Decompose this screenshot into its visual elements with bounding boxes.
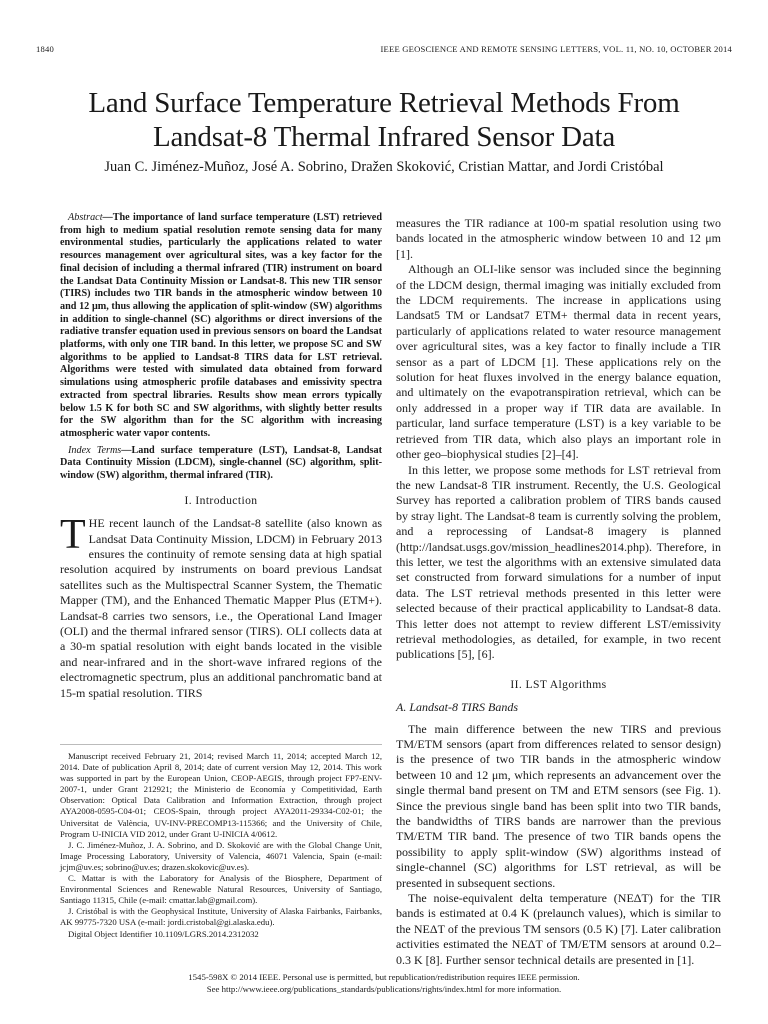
section-heading-introduction: I. Introduction	[184, 493, 258, 507]
footnote-affiliation-2: C. Mattar is with the Laboratory for Analysis of the Biosphere, Department of Environmental Sciences and Renewable Natural Resources, University of Santiago, Santiago 11315, Chile (e-mail: cmattar.lab@gmail.com).	[60, 873, 382, 906]
right-paragraph-5: The noise-equivalent delta temperature (NEΔT) for the TIR bands is estimated at 0.4 K (prelaunch values), which is similar to the NEΔT of the previous TM sensors (0.5 K) [7]. Later calibration activities estimated the NEΔT of TM/ETM sensors at around 0.2–0.3 K [8]. Further sensor technical details are presented in [1].	[396, 891, 721, 967]
footnote-doi: Digital Object Identifier 10.1109/LGRS.2014.2312032	[68, 928, 259, 939]
running-header	[36, 44, 732, 58]
title-line-2: Landsat-8 Thermal Infrared Sensor Data	[152, 121, 616, 153]
right-column	[396, 216, 721, 968]
paper-title	[20, 86, 748, 154]
right-paragraph-4: The main difference between the new TIRS and previous TM/ETM sensors (apart from differences related to sensor design) is the presence of two TIR bands in the atmospheric window between 10 and 12 μm, which represents an advancement over the single thermal band present on TM and ETM sensors (see Fig. 1). Since the previous single band has been split into two TIR bands, the bandwidths of TIRS bands are narrower than the previous TM/ETM TIR band. The presence of two TIR bands opens the possibility to apply split-window (SW) algorithms instead of single-channel (SC) algorithms for LST retrieval, as will be presented in subsequent sections.	[396, 721, 721, 890]
drop-cap: T	[60, 512, 86, 559]
abstract-label: Abstract	[68, 212, 103, 223]
author-list: Juan C. Jiménez-Muñoz, José A. Sobrino, Dražen Skoković, Cristian Mattar, and Jordi Cristóbal	[104, 159, 664, 175]
footnote-affiliation-3: J. Cristóbal is with the Geophysical Institute, University of Alaska Fairbanks, Fairbanks, AK 99775-7320 USA (e-mail: jordi.cristobal@gi.alaska.edu).	[60, 906, 382, 928]
left-column	[60, 212, 382, 701]
abstract	[60, 212, 382, 441]
title-line-1: Land Surface Temperature Retrieval Methods From	[88, 87, 680, 119]
footnote-manuscript: Manuscript received February 21, 2014; revised March 11, 2014; accepted March 12, 2014. Date of publication April 8, 2014; date of current version May 12, 2014. This work was supported in part by the European Union, CEOP-AEGIS, through project FP7-ENV-2007-1, under Grant 212921; the Ministerio de Economía y Competitividad, Earth Observation: Optical Data Calibration and Information Extraction, through project AYA2008-0595-C04-01; CEOS-Spain, through project AYA2011-29334-C02-01; the Universitat de València, UV-INV-PRECOMP13-115366; and the University of Chile, Program U-INICIA VID 2012, under Grant U-INICIA 4/0612.	[60, 751, 382, 839]
copyright-footer	[20, 972, 748, 995]
subsection-heading-tirs-bands: A. Landsat-8 TIRS Bands	[396, 700, 519, 715]
footnote-affiliation-1: J. C. Jiménez-Muñoz, J. A. Sobrino, and D. Skoković are with the Global Change Unit, Image Processing Laboratory, University of Valencia, 46071 Valencia, Spain (e-mail: jcjm@uv.es; sobrino@uv.es; drazen.skokovic@uv.es).	[60, 839, 382, 872]
section-heading-lst-algorithms: II. LST Algorithms	[510, 677, 607, 691]
index-terms-label: Index Terms	[68, 444, 122, 456]
right-paragraph-2: Although an OLI-like sensor was included since the beginning of the LDCM design, thermal imaging was initially excluded from the LDCM requirements. The increase in applications using Landsat5 TM or Landsat7 ETM+ thermal data in recent years, particularly of applications related to water resource management over agricultural sites, was a key factor to finally include a TIR sensor as a part of LDCM [1]. These applications rely on the solution for heat fluxes involved in the energy balance equation, and ultimately on the evapotranspiration retrieval, which can be only addressed in a proper way if TIR data are available. In particular, land surface temperature (LST) is a key variable to be retrieved from TIR data, which also plays an important role in other geo–biophysical studies [2]–[4].	[396, 262, 721, 462]
intro-text: HE recent launch of the Landsat-8 satellite (also known as Landsat Data Continuity Mission, LDCM) in February 2013 ensures the continuity of remote sensing data at high spatial resolution acquired by instruments on board previous Landsat satellites such as the Multispectral Scanner System, the Thematic Mapper (TM), and the Enhanced Thematic Mapper Plus (ETM+). Landsat-8 carries two sensors, i.e., the Operational Land Imager (OLI) and the thermal infrared sensor (TIRS). OLI collects data at a 30-m spatial resolution with eight bands located in the visible and near-infrared and in the short-wave infrared regions of the electromagnetic spectrum, plus an additional panchromatic band at 15-m spatial resolution. TIRS	[60, 516, 382, 700]
page-number: 1840	[36, 44, 54, 54]
footnote-divider	[60, 744, 382, 745]
footnotes	[60, 751, 382, 940]
index-terms	[60, 445, 382, 483]
index-terms-text: —Land surface temperature (LST), Landsat-8, Landsat Data Continuity Mission (LDCM), single-channel (SC) algorithm, split-window (SW) algorithm, thermal infrared (TIR).	[60, 444, 382, 482]
intro-paragraph	[60, 512, 382, 701]
permissions-line: See http://www.ieee.org/publications_standards/publications/rights/index.html for more information.	[206, 983, 562, 994]
journal-name: IEEE GEOSCIENCE AND REMOTE SENSING LETTERS, VOL. 11, NO. 10, OCTOBER 2014	[380, 44, 732, 54]
right-paragraph-1: measures the TIR radiance at 100-m spatial resolution using two bands located in the atmospheric window between 10 and 12 μm [1].	[396, 216, 721, 261]
right-paragraph-3: In this letter, we propose some methods for LST retrieval from the new Landsat-8 TIR instrument. Recently, the U.S. Geological Survey has reported a calibration problem of TIRS bands caused by stray light. The Landsat-8 team is currently solving the problem, and a reprocessing of Landsat-8 imagery is planned (http://landsat.usgs.gov/mission_headlines2014.php). Therefore, in this letter, we test the algorithms with an extensive simulated data set constructed from forward simulations for a number of input data. The LST retrieval methods presented in this letter were selected because of their practical applicability to Landsat-8 data. This letter does not attempt to review different LST/emissivity retrieval methodologies, as detailed, for example, in two recent publications [5], [6].	[396, 462, 721, 662]
abstract-text: —The importance of land surface temperature (LST) retrieved from high to medium spatial resolution remote sensing data for many environmental studies, particularly the applications related to water resources management over agricultural sites, was a key factor for the final decision of including a thermal infrared (TIR) instrument on board the Landsat Data Continuity Mission or Landsat-8. This new TIR sensor (TIRS) includes two TIR bands in the atmospheric window between 10 and 12 μm, thus allowing the application of split-window (SW) algorithms in addition to single-channel (SC) algorithms or direct inversions of the radiative transfer equation used in previous sensors on board the Landsat platforms, with only one TIR band. In this letter, we propose SC and SW algorithms to be applied to Landsat-8 TIRS data for LST retrieval. Algorithms were tested with simulated data obtained from forward simulations using atmospheric profile databases and emissivity spectra extracted from spectral libraries. Results show mean errors typically below 1.5 K for both SC and SW algorithms, with slightly better results for the SW algorithm than for the SC algorithm with increasing atmospheric water vapor contents.	[60, 212, 382, 439]
copyright-line: 1545-598X © 2014 IEEE. Personal use is permitted, but republication/redistribution requires IEEE permission.	[188, 972, 580, 982]
